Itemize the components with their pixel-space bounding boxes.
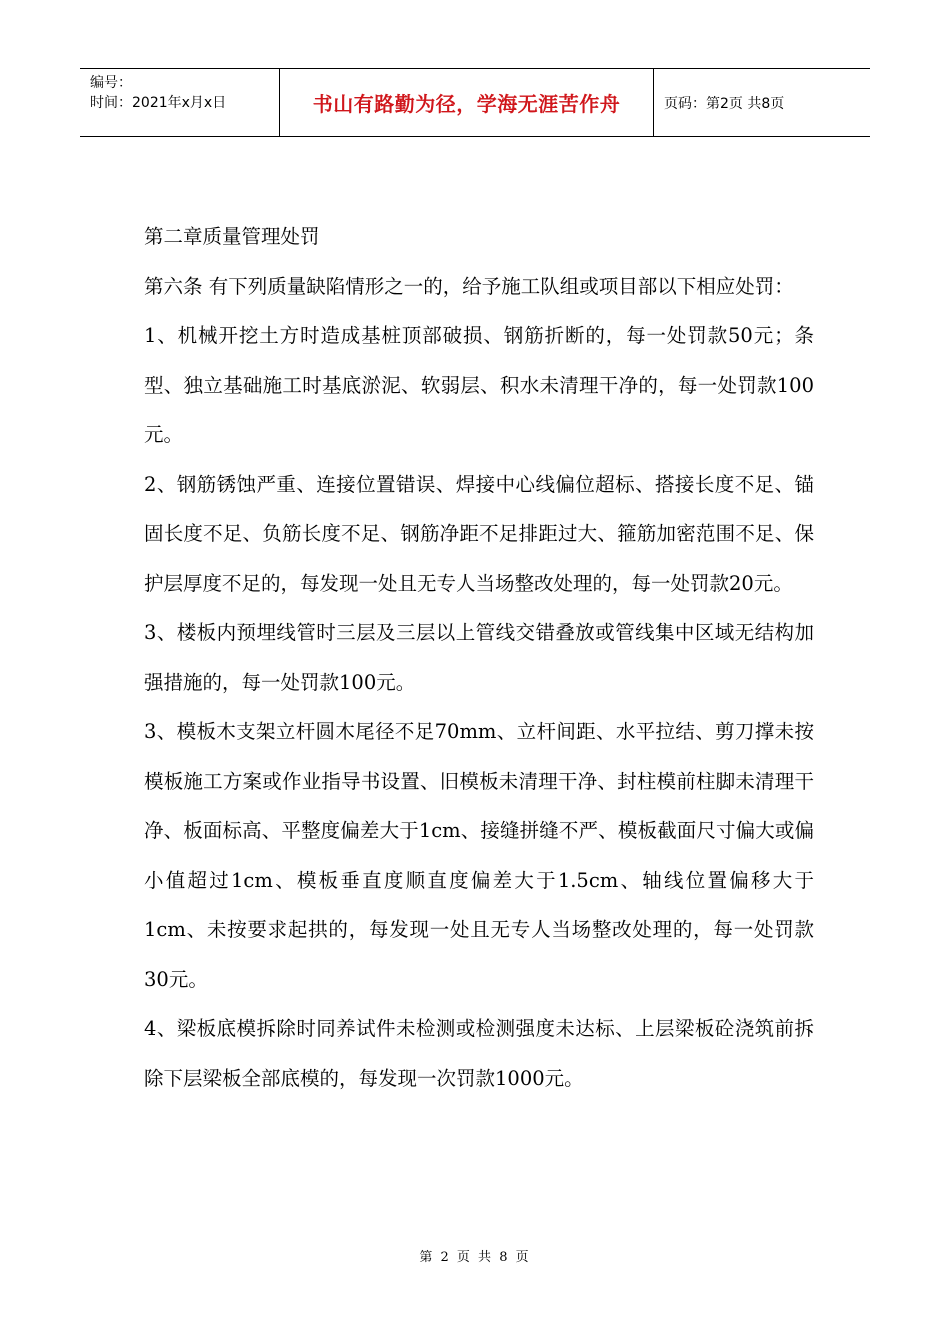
article-item: 4、梁板底模拆除时同养试件未检测或检测强度未达标、上层梁板砼浇筑前拆除下层梁板全部底模的，每发现一次罚款1000元。	[144, 1017, 814, 1090]
header-motto: 书山有路勤为径，学海无涯苦作舟	[280, 69, 654, 136]
header-meta	[80, 69, 280, 136]
article-paragraph: 第六条 有下列质量缺陷情形之一的，给予施工队组或项目部以下相应处罚：	[144, 274, 794, 298]
chapter-title: 第二章质量管理处罚	[144, 225, 320, 248]
page-footer: 第 2 页 共 8 页	[419, 1250, 531, 1265]
date-label: 时间：2021年x月x日	[90, 95, 227, 111]
article-item: 3、楼板内预埋线管时三层及三层以上管线交错叠放或管线集中区域无结构加强措施的，每一处罚款100元。	[144, 621, 814, 694]
article-item: 3、模板木支架立杆圆木尾径不足70mm、立杆间距、水平拉结、剪刀撑未按模板施工方案或作业指导书设置、旧模板未清理干净、封柱模前柱脚未清理干净、板面标高、平整度偏差大于1cm、接缝拼缝不严、模板截面尺寸偏大或偏小值超过1cm、模板垂直度顺直度偏差大于1.5cm、轴线位置偏移大于1cm、未按要求起拱的，每发现一处且无专人当场整改处理的，每一处罚款30元。	[144, 720, 814, 991]
serial-number-label: 编号：	[90, 75, 132, 91]
article-item: 1、机械开挖土方时造成基桩顶部破损、钢筋折断的，每一处罚款50元；条型、独立基础施工时基底淤泥、软弱层、积水未清理干净的，每一处罚款100元。	[144, 324, 814, 446]
header-page-code: 页码：第2页 共8页	[664, 95, 785, 112]
document-body	[144, 212, 814, 1103]
page-header	[80, 68, 870, 137]
article-item: 2、钢筋锈蚀严重、连接位置错误、焊接中心线偏位超标、搭接长度不足、锚固长度不足、负筋长度不足、钢筋净距不足排距过大、箍筋加密范围不足、保护层厚度不足的，每发现一处且无专人当场整改处理的，每一处罚款20元。	[144, 472, 814, 595]
